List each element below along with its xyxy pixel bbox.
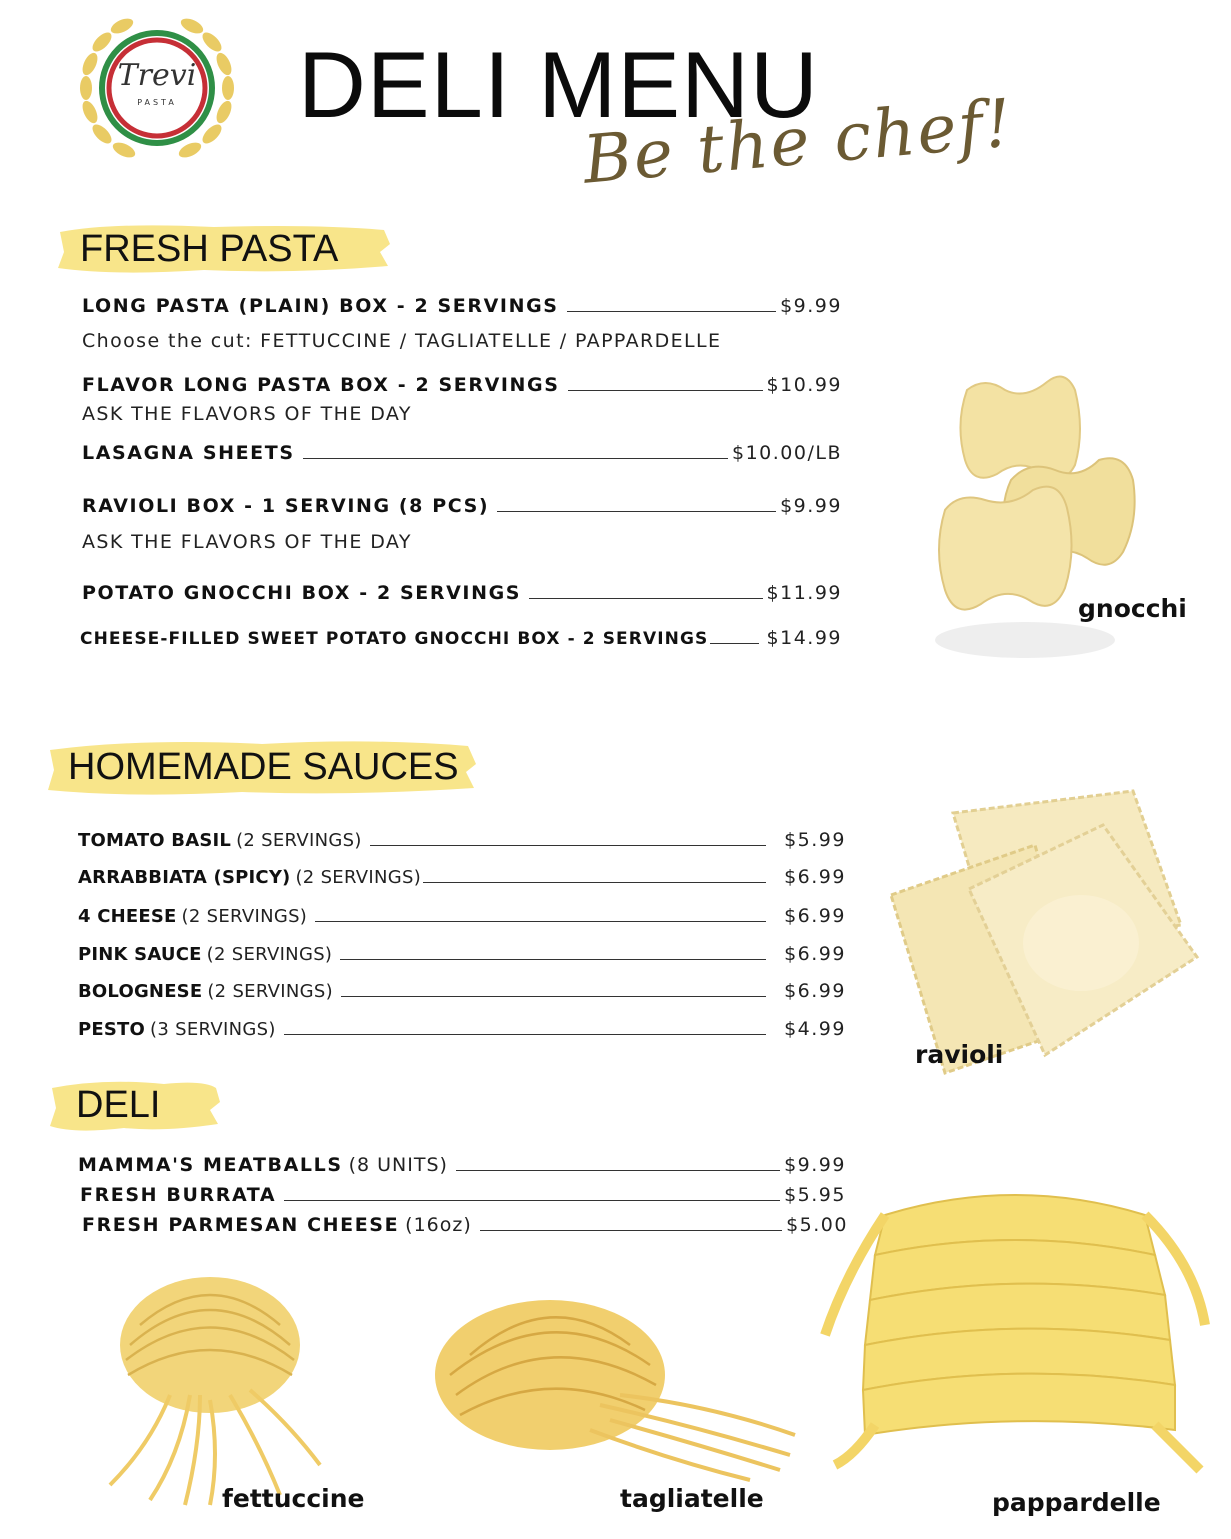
menu-item <box>78 980 846 1002</box>
item-price: $10.99 <box>766 374 842 396</box>
item-name: CHEESE-FILLED SWEET POTATO GNOCCHI BOX - 2 SERVINGS <box>80 629 709 649</box>
menu-item <box>82 295 842 317</box>
logo-text: Trevi <box>117 58 197 93</box>
leader-line <box>423 882 766 883</box>
menu-item <box>82 442 842 464</box>
menu-item <box>78 905 846 927</box>
item-price: $5.00 <box>786 1214 848 1236</box>
section-header-homemade-sauces <box>42 738 478 798</box>
item-price: $10.00/LB <box>731 442 842 464</box>
item-name: TOMATO BASIL <box>78 830 232 851</box>
item-price: $11.99 <box>766 582 842 604</box>
leader-line <box>567 311 777 312</box>
item-name: PESTO <box>78 1019 146 1040</box>
leader-line <box>497 511 776 512</box>
leader-line <box>480 1230 782 1231</box>
item-servings: (2 SERVINGS) <box>236 830 362 851</box>
photo-label-fettuccine: fettuccine <box>222 1484 365 1513</box>
item-price: $4.99 <box>784 1018 846 1040</box>
item-servings: (3 SERVINGS) <box>150 1019 276 1040</box>
item-name: PINK SAUCE <box>78 944 202 965</box>
photo-label-pappardelle: pappardelle <box>992 1488 1161 1517</box>
tagline: Be the chef! <box>580 84 1017 199</box>
menu-item <box>80 1184 846 1206</box>
menu-item <box>82 582 842 604</box>
item-name: FRESH PARMESAN CHEESE <box>82 1214 400 1236</box>
item-servings: (2 SERVINGS) <box>295 867 422 888</box>
ravioli-photo <box>885 785 1205 1080</box>
item-price: $9.99 <box>784 1154 846 1176</box>
item-name: LASAGNA SHEETS <box>82 442 295 464</box>
item-servings: (16oz) <box>405 1214 472 1236</box>
section-header-fresh-pasta <box>54 222 392 276</box>
leader-line <box>456 1170 780 1171</box>
menu-item <box>78 866 846 888</box>
leader-line <box>341 996 766 997</box>
leader-line <box>340 959 766 960</box>
item-note: ASK THE FLAVORS OF THE DAY <box>82 531 412 553</box>
item-name: 4 CHEESE <box>78 906 177 927</box>
item-price: $9.99 <box>780 495 842 517</box>
section-title: DELI <box>76 1084 161 1126</box>
item-price: $5.99 <box>784 829 846 851</box>
item-servings: (2 SERVINGS) <box>207 981 333 1002</box>
item-name: BOLOGNESE <box>78 981 203 1002</box>
item-name: RAVIOLI BOX - 1 SERVING (8 PCS) <box>82 495 490 517</box>
logo-subtext: PASTA <box>137 98 177 107</box>
section-header-deli <box>44 1078 222 1134</box>
item-servings: (8 UNITS) <box>348 1154 448 1176</box>
item-name: POTATO GNOCCHI BOX - 2 SERVINGS <box>82 582 522 604</box>
item-price: $6.99 <box>784 905 846 927</box>
tagliatelle-photo <box>430 1285 800 1485</box>
menu-item <box>78 829 846 851</box>
leader-line <box>710 643 758 644</box>
menu-item <box>82 374 842 396</box>
item-note: Choose the cut: FETTUCCINE / TAGLIATELLE / PAPPARDELLE <box>82 330 722 352</box>
item-servings: (2 SERVINGS) <box>181 906 308 927</box>
item-name: FRESH BURRATA <box>80 1184 277 1206</box>
leader-line <box>370 845 766 846</box>
page-title: DELI MENU <box>298 32 819 137</box>
menu-item <box>82 495 842 517</box>
leader-line <box>529 598 762 599</box>
leader-line <box>284 1200 780 1201</box>
leader-line <box>284 1034 766 1035</box>
item-price: $14.99 <box>766 627 842 649</box>
section-title: HOMEMADE SAUCES <box>68 746 459 788</box>
item-name: FLAVOR LONG PASTA BOX - 2 SERVINGS <box>82 374 560 396</box>
menu-item <box>82 1214 848 1236</box>
item-price: $6.99 <box>784 943 846 965</box>
menu-item <box>80 627 842 649</box>
item-name: ARRABBIATA (SPICY) <box>78 867 291 888</box>
item-servings: (2 SERVINGS) <box>206 944 333 965</box>
leader-line <box>303 458 728 459</box>
item-name: MAMMA'S MEATBALLS <box>78 1154 343 1176</box>
menu-item <box>78 1154 846 1176</box>
item-note: ASK THE FLAVORS OF THE DAY <box>82 403 412 425</box>
leader-line <box>315 921 766 922</box>
item-price: $5.95 <box>784 1184 846 1206</box>
item-price: $6.99 <box>784 866 846 888</box>
gnocchi-photo <box>925 360 1145 670</box>
photo-label-tagliatelle: tagliatelle <box>620 1484 764 1513</box>
item-name: LONG PASTA (PLAIN) BOX - 2 SERVINGS <box>82 295 559 317</box>
pappardelle-photo <box>815 1175 1210 1475</box>
menu-item <box>78 1018 846 1040</box>
section-title: FRESH PASTA <box>80 228 339 270</box>
photo-label-gnocchi: gnocchi <box>1078 594 1187 623</box>
photo-label-ravioli: ravioli <box>915 1040 1004 1069</box>
leader-line <box>568 390 763 391</box>
item-price: $6.99 <box>784 980 846 1002</box>
fettuccine-photo <box>80 1255 330 1515</box>
item-price: $9.99 <box>780 295 842 317</box>
menu-item <box>78 943 846 965</box>
